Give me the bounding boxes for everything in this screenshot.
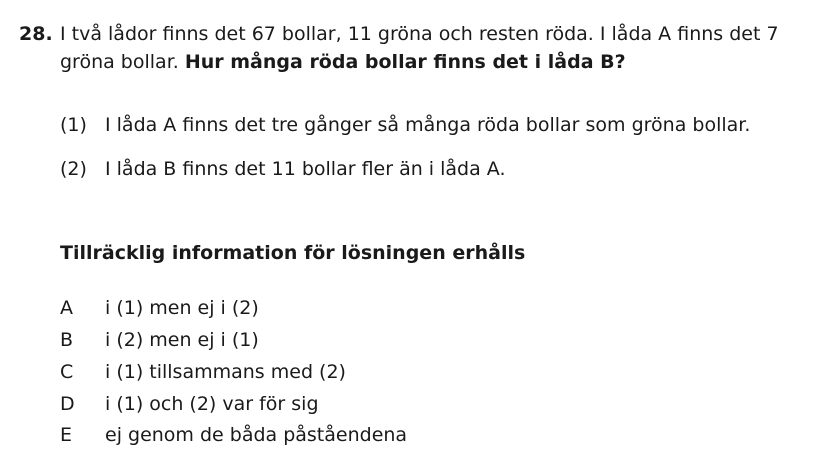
option-d[interactable]	[60, 390, 760, 418]
option-letter: D	[60, 393, 75, 415]
question-number: 28.	[19, 23, 53, 45]
statement-text: I låda A finns det tre gånger så många röda bollar som gröna bollar.	[105, 114, 751, 136]
statement-number: (1)	[60, 114, 87, 136]
statement-2	[60, 155, 810, 183]
option-letter: C	[60, 361, 74, 383]
statement-1	[60, 111, 810, 139]
option-letter: A	[60, 297, 73, 319]
option-text: ej genom de båda påståendena	[105, 424, 408, 446]
question-text	[60, 20, 815, 76]
option-text: i (1) och (2) var för sig	[105, 393, 319, 415]
option-letter: E	[60, 424, 73, 446]
option-c[interactable]	[60, 358, 760, 386]
question-text-plain: I två lådor finns det 67 bollar, 11 gröna och resten röda. I låda A finns det 7 gröna bollar.	[60, 23, 779, 73]
option-a[interactable]	[60, 294, 760, 322]
option-e[interactable]	[60, 421, 760, 449]
option-b[interactable]	[60, 326, 760, 354]
option-text: i (2) men ej i (1)	[105, 329, 259, 351]
option-letter: B	[60, 329, 74, 351]
statement-text: I låda B finns det 11 bollar fler än i låda A.	[105, 158, 506, 180]
question-text-bold: Hur många röda bollar finns det i låda B?	[184, 51, 626, 73]
answer-heading: Tillräcklig information för lösningen erhålls	[60, 242, 526, 264]
option-text: i (1) tillsammans med (2)	[105, 361, 346, 383]
statement-number: (2)	[60, 158, 87, 180]
option-text: i (1) men ej i (2)	[105, 297, 259, 319]
